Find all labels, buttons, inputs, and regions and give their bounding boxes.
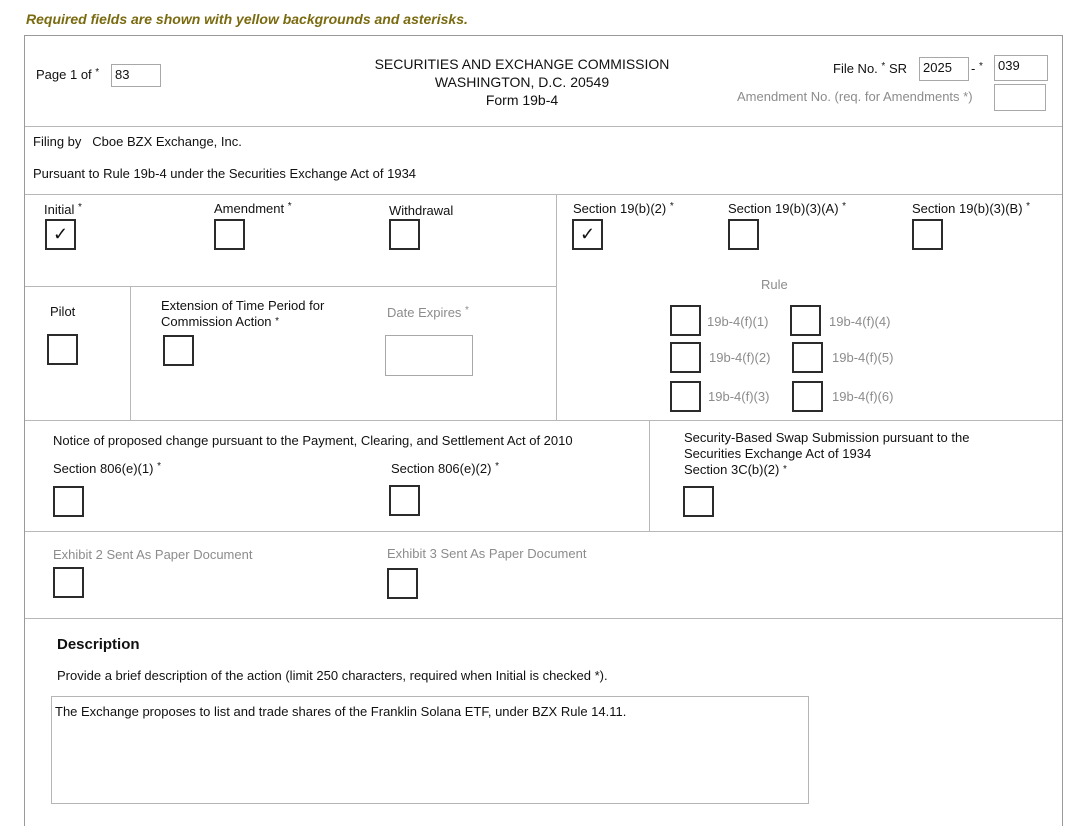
pursuant-text: Pursuant to Rule 19b-4 under the Securities Exchange Act of 1934	[33, 166, 417, 181]
exhibit2-checkbox[interactable]	[53, 567, 84, 598]
amendment-no-label: Amendment No. (req. for Amendments *)	[737, 89, 973, 104]
description-instructions: Provide a brief description of the action (limit 250 characters, required when Initial is checked *).	[57, 668, 608, 683]
divider	[556, 194, 557, 420]
rule-19b4f1-label: 19b-4(f)(1)	[707, 314, 769, 329]
page-label: Page 1 of *	[36, 67, 100, 82]
file-year-field[interactable]: 2025	[919, 57, 969, 81]
divider	[25, 286, 556, 287]
divider	[649, 420, 650, 531]
section-19b3a-checkbox[interactable]	[728, 219, 759, 250]
section-19b3a-label: Section 19(b)(3)(A) *	[728, 201, 847, 216]
exhibit3-label: Exhibit 3 Sent As Paper Document	[387, 546, 587, 561]
rule-19b4f3-label: 19b-4(f)(3)	[708, 389, 770, 404]
rule-title: Rule	[761, 277, 788, 292]
file-no-label: File No. * SR	[833, 61, 908, 76]
divider	[25, 194, 1062, 195]
form-name: Form 19b-4	[485, 92, 559, 108]
extension-checkbox[interactable]	[163, 335, 194, 366]
file-number-field[interactable]: 039	[994, 55, 1048, 81]
date-expires-label: Date Expires *	[387, 305, 469, 320]
initial-label: Initial *	[44, 202, 82, 217]
rule-19b4f4-checkbox[interactable]	[790, 305, 821, 336]
rule-19b4f2-checkbox[interactable]	[670, 342, 701, 373]
rule-19b4f4-label: 19b-4(f)(4)	[829, 314, 891, 329]
date-expires-field[interactable]	[385, 335, 473, 376]
withdrawal-label: Withdrawal	[389, 203, 454, 218]
pilot-checkbox[interactable]	[47, 334, 78, 365]
section-19b3b-checkbox[interactable]	[912, 219, 943, 250]
commission-heading	[325, 55, 719, 109]
amendment-label: Amendment *	[214, 201, 292, 216]
page-total-field[interactable]: 83	[111, 64, 161, 87]
divider	[25, 531, 1062, 532]
pilot-label: Pilot	[50, 304, 76, 319]
commission-name: SECURITIES AND EXCHANGE COMMISSION	[374, 56, 670, 72]
section-19b2-checkbox[interactable]: ✓	[572, 219, 603, 250]
divider	[25, 126, 1062, 127]
amendment-no-field[interactable]	[994, 84, 1046, 111]
divider	[25, 420, 1062, 421]
file-dash: - *	[971, 61, 983, 76]
section-19b3b-label: Section 19(b)(3)(B) *	[912, 201, 1031, 216]
rule-19b4f5-label: 19b-4(f)(5)	[832, 350, 894, 365]
rule-19b4f6-checkbox[interactable]	[792, 381, 823, 412]
rule-19b4f2-label: 19b-4(f)(2)	[709, 350, 771, 365]
rule-19b4f3-checkbox[interactable]	[670, 381, 701, 412]
filing-by: Filing by Cboe BZX Exchange, Inc.	[33, 134, 242, 149]
divider	[25, 618, 1062, 619]
section-806e1-checkbox[interactable]	[53, 486, 84, 517]
section-806e2-label: Section 806(e)(2) *	[391, 461, 499, 476]
rule-19b4f1-checkbox[interactable]	[670, 305, 701, 336]
withdrawal-checkbox[interactable]	[389, 219, 420, 250]
payment-notice: Notice of proposed change pursuant to the Payment, Clearing, and Settlement Act of 2010	[53, 433, 573, 448]
amendment-checkbox[interactable]	[214, 219, 245, 250]
swap-submission-label: Security-Based Swap Submission pursuant to the Securities Exchange Act of 1934 Section 3C(b)(2) *	[684, 430, 970, 477]
exhibit2-label: Exhibit 2 Sent As Paper Document	[53, 547, 253, 562]
section-806e2-checkbox[interactable]	[389, 485, 420, 516]
commission-address: WASHINGTON, D.C. 20549	[434, 74, 610, 90]
required-fields-notice: Required fields are shown with yellow backgrounds and asterisks.	[26, 11, 468, 27]
section-19b2-label: Section 19(b)(2) *	[573, 201, 674, 216]
rule-19b4f6-label: 19b-4(f)(6)	[832, 389, 894, 404]
extension-label: Extension of Time Period for Commission Action *	[161, 298, 325, 329]
swap-submission-checkbox[interactable]	[683, 486, 714, 517]
initial-checkbox[interactable]: ✓	[45, 219, 76, 250]
rule-19b4f5-checkbox[interactable]	[792, 342, 823, 373]
exhibit3-checkbox[interactable]	[387, 568, 418, 599]
section-806e1-label: Section 806(e)(1) *	[53, 461, 161, 476]
description-title: Description	[57, 636, 140, 653]
divider	[130, 286, 131, 420]
description-textarea[interactable]: The Exchange proposes to list and trade shares of the Franklin Solana ETF, under BZX Rule 14.11.	[51, 696, 809, 804]
